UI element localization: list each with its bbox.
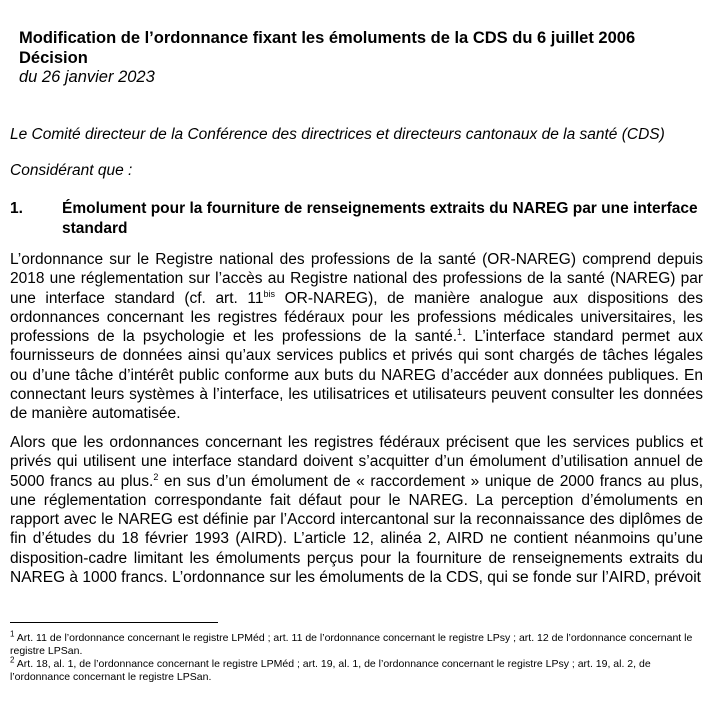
footnote-2-text: Art. 18, al. 1, de l’ordonnance concernant le registre LPMéd ; art. 19, al. 1, de l’ordonnance concernant le registre LPsy ; art. 19, al. 2, de l’ordonnance concernant le registre LPSan. [10, 658, 651, 683]
paragraph-1-text-c: . L’interface standard permet aux fournisseurs de données ainsi qu’aux services publics et privés qui sont chargés de tâches légales ou d’une tâche d’intérêt public conforme aux buts du NAREG d’accéder aux données publiques. En connectant leurs systèmes à l’interface, les utilisatrices et utilisateurs peuvent consulter les données de manière automatisée. [10, 328, 703, 423]
paragraph-1-text-a: L’ordonnance sur le Registre national des professions de la santé (OR-NAREG) comprend depuis 2018 une réglementation sur l’accès au Registre national des professions de la santé (NAREG) par une interface standard (cf. art. 11 [10, 251, 703, 307]
section-number: 1. [10, 200, 23, 217]
footnote-separator [10, 622, 218, 623]
decision-label: Décision [19, 49, 88, 67]
footnote-1 [10, 629, 710, 657]
footnote-ref-2: 2 [153, 471, 159, 482]
footnote-2-number: 2 [10, 655, 15, 665]
paragraph-2-text-a: Alors que les ordonnances concernant les registres fédéraux précisent que les services publics et privés qui utilisent une interface standard doivent s’acquitter d’un émolument d’utilisation annuel de 5000 francs au plus. [10, 434, 703, 490]
footnote-1-text: Art. 11 de l’ordonnance concernant le registre LPMéd ; art. 11 de l’ordonnance concernant le registre LPsy ; art. 12 de l’ordonnance concernant le registre LPSan. [10, 632, 693, 657]
paragraph-2 [10, 433, 703, 587]
superscript-bis: bis [263, 288, 276, 299]
footnote-2 [10, 655, 710, 683]
section-heading [10, 199, 706, 238]
paragraph-2-text-b: en sus d’un émolument de « raccordement » unique de 2000 francs au plus, une réglementation correspondante fait défaut pour le NAREG. La perception d’émoluments en rapport avec le NAREG est définie par l’Accord intercantonal sur la reconnaissance des diplômes de fin d’études du 18 février 1993 (AIRD). L’article 12, alinéa 2, AIRD ne contient néanmoins qu’une disposition-cadre limitant les émoluments perçus pour la fourniture de renseignements extraits du NAREG à 1000 francs. L’ordonnance sur les émoluments de la CDS, qui se fonde sur l’AIRD, prévoit [10, 472, 703, 587]
paragraph-1 [10, 250, 703, 424]
considering-line: Considérant que : [10, 162, 133, 179]
section-title: Émolument pour la fourniture de renseignements extraits du NAREG par une interface standard [62, 200, 698, 237]
footnote-1-number: 1 [10, 629, 15, 639]
decision-date: du 26 janvier 2023 [19, 68, 155, 86]
document-title: Modification de l’ordonnance fixant les émoluments de la CDS du 6 juillet 2006 [19, 29, 636, 47]
committee-line: Le Comité directeur de la Conférence des directrices et directeurs cantonaux de la santé (CDS) [10, 126, 665, 143]
footnote-ref-1: 1 [457, 327, 463, 338]
paragraph-1-text-b: OR-NAREG), de manière analogue aux dispositions des ordonnances concernant les registres fédéraux pour les professions médicales universitaires, les professions de la psychologie et les professions de la santé. [10, 289, 704, 346]
